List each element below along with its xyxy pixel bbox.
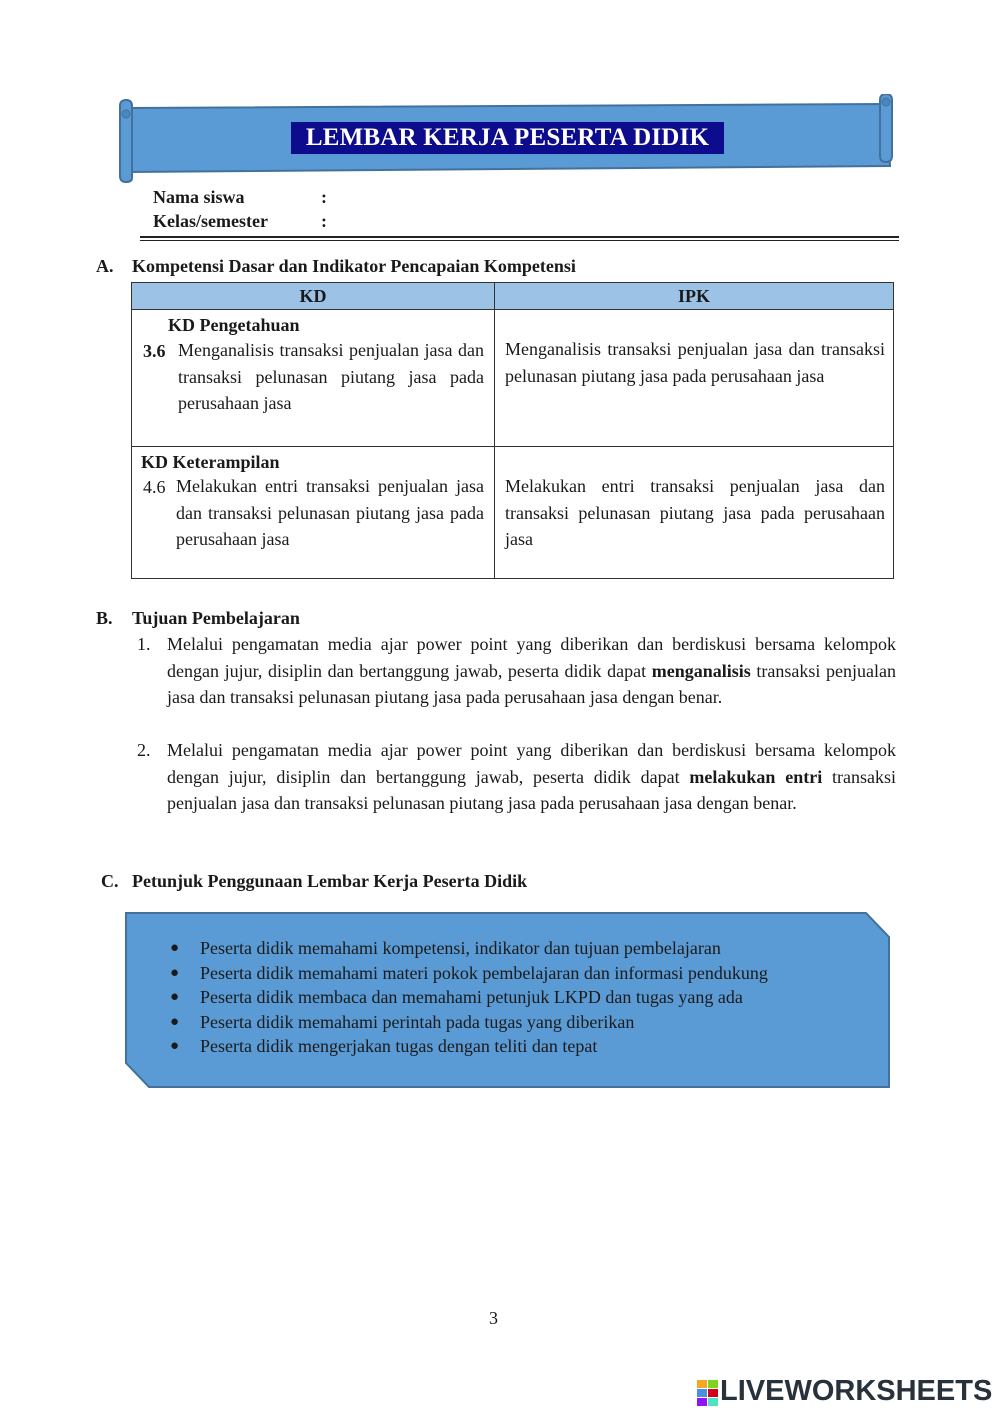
ipk-text: Menganalisis transaksi penjualan jasa dan transaksi pelunasan piutang jasa pada perusahaan jasa: [505, 339, 885, 386]
bullet-icon: ●: [170, 1013, 180, 1030]
table-header-kd: KD: [132, 283, 495, 310]
divider-line-thin: [140, 240, 899, 241]
section-b-title: Tujuan Pembelajaran: [132, 608, 300, 628]
bullet-icon: ●: [170, 964, 180, 981]
divider-line: [140, 236, 899, 238]
kd-cell: [132, 447, 495, 579]
kd-heading: KD Pengetahuan: [168, 315, 300, 335]
kd-number: 4.6: [143, 477, 166, 497]
list-item: ● Peserta didik memahami materi pokok pembelajaran dan informasi pendukung: [170, 961, 768, 986]
goal-text: Melalui pengamatan media ajar power point yang diberikan dan berdiskusi bersama kelompok dengan jujur, disiplin dan bertanggung jawab, peserta didik dapat menganalisis transaksi penjualan jasa dan transaksi pelunasan piutang jasa pada perusahaan jasa dengan benar.: [167, 634, 896, 707]
table-row: [132, 310, 894, 447]
watermark-text: LIVEWORKSHEETS: [720, 1375, 993, 1407]
section-b-letter: B.: [96, 608, 113, 628]
kd-number: 3.6: [143, 341, 166, 361]
ipk-cell: [495, 310, 894, 447]
page-title: LEMBAR KERJA PESERTA DIDIK: [291, 122, 724, 154]
goal-number: 2.: [137, 740, 151, 760]
list-item: ● Peserta didik memahami perintah pada tugas yang diberikan: [170, 1010, 768, 1035]
section-c-title: Petunjuk Penggunaan Lembar Kerja Peserta Didik: [132, 871, 528, 891]
instructions-list: [170, 936, 768, 1059]
ipk-cell: [495, 447, 894, 579]
section-a-title: Kompetensi Dasar dan Indikator Pencapaian Kompetensi: [132, 256, 576, 276]
bullet-icon: ●: [170, 940, 180, 956]
bullet-icon: ●: [170, 989, 180, 1006]
table-header-ipk: IPK: [495, 283, 894, 310]
bullet-icon: ●: [170, 1038, 180, 1055]
kd-text: Melakukan entri transaksi penjualan jasa dan transaksi pelunasan piutang jasa pada perusahaan jasa: [176, 476, 484, 549]
page-number: 3: [489, 1308, 498, 1328]
class-semester-label: Kelas/semester: [153, 211, 268, 231]
list-item: ● Peserta didik mengerjakan tugas dengan teliti dan tepat: [170, 1034, 768, 1059]
kd-heading: KD Keterampilan: [141, 452, 280, 472]
goal-number: 1.: [137, 634, 151, 654]
competency-table: [131, 282, 894, 579]
kd-cell: [132, 310, 495, 447]
list-item: ● Peserta didik membaca dan memahami petunjuk LKPD dan tugas yang ada: [170, 985, 768, 1010]
student-name-label: Nama siswa: [153, 187, 245, 207]
section-a-letter: A.: [96, 256, 114, 276]
kd-text: Menganalisis transaksi penjualan jasa dan transaksi pelunasan piutang jasa pada perusahaan jasa: [178, 340, 484, 413]
student-name-colon: :: [321, 187, 327, 207]
section-c-letter: C.: [101, 871, 119, 891]
liveworksheets-logo-icon: [697, 1380, 719, 1406]
ipk-text: Melakukan entri transaksi penjualan jasa dan transaksi pelunasan piutang jasa pada perusahaan jasa: [505, 476, 885, 549]
goal-text: Melalui pengamatan media ajar power point yang diberikan dan berdiskusi bersama kelompok dengan jujur, disiplin dan bertanggung jawab, peserta didik dapat melakukan entri transaksi penjualan jasa dan transaksi pelunasan piutang jasa pada perusahaan jasa dengan benar.: [167, 740, 897, 813]
table-row: [132, 447, 894, 579]
list-item: ● Peserta didik memahami kompetensi, indikator dan tujuan pembelajaran: [170, 936, 768, 961]
class-semester-colon: :: [321, 211, 327, 231]
